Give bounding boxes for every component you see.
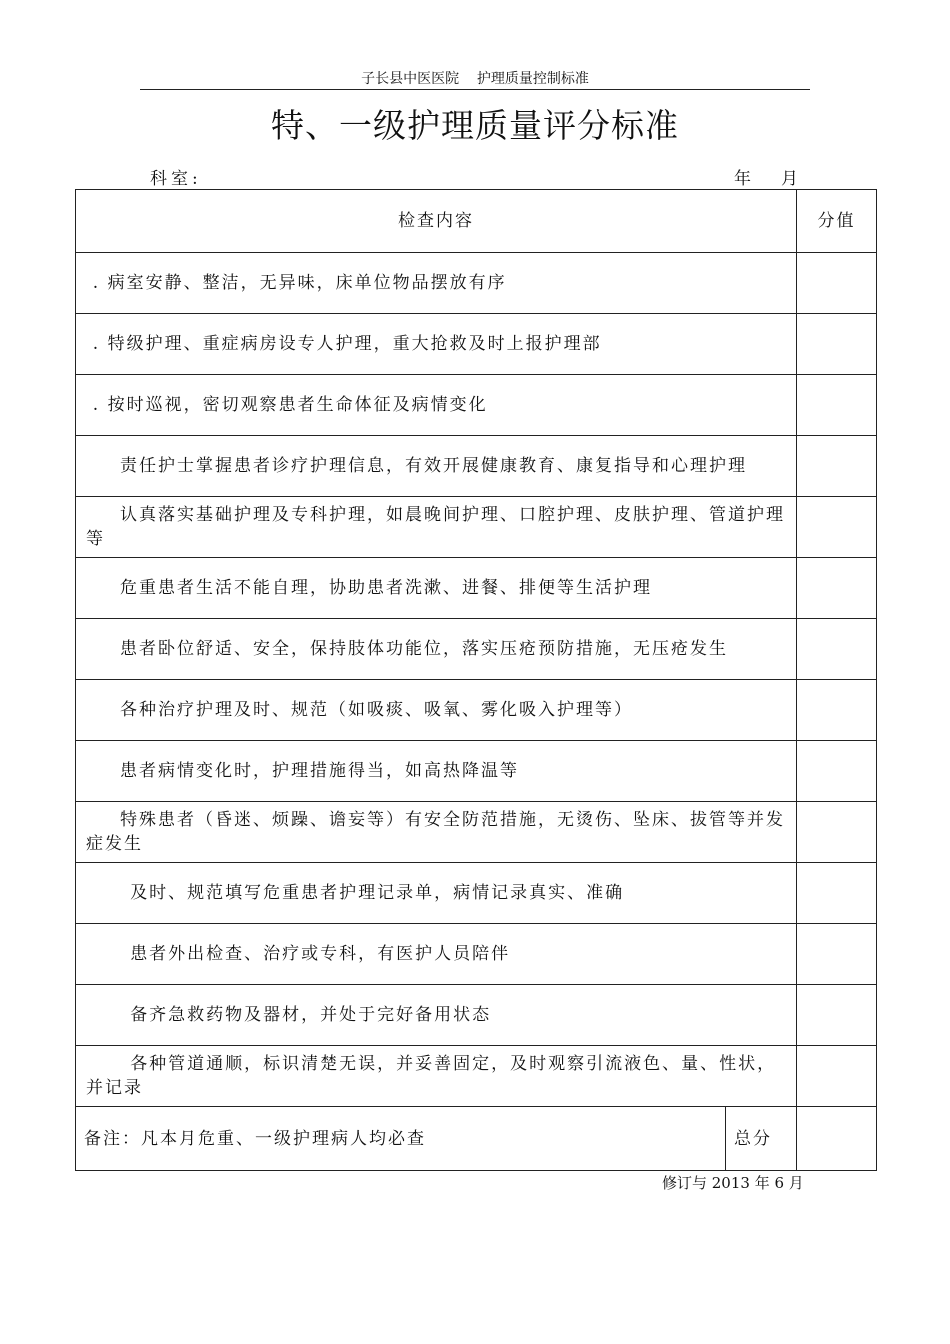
score-cell[interactable] bbox=[797, 985, 877, 1046]
score-cell[interactable] bbox=[797, 253, 877, 314]
row-content: 及时、规范填写危重患者护理记录单，病情记录真实、准确 bbox=[76, 863, 797, 924]
score-cell[interactable] bbox=[797, 1046, 877, 1107]
row-content: 各种管道通顺，标识清楚无误，并妥善固定，及时观察引流液色、量、性状，并记录 bbox=[76, 1046, 797, 1107]
table-row bbox=[76, 497, 877, 558]
total-label: 总分 bbox=[726, 1107, 797, 1171]
score-cell[interactable] bbox=[797, 558, 877, 619]
score-cell[interactable] bbox=[797, 680, 877, 741]
row-content: 患者卧位舒适、安全，保持肢体功能位，落实压疮预防措施，无压疮发生 bbox=[76, 619, 797, 680]
col-header-score: 分值 bbox=[797, 190, 877, 253]
table-row bbox=[76, 985, 877, 1046]
score-table bbox=[75, 189, 877, 1171]
row-content: 特殊患者（昏迷、烦躁、谵妄等）有安全防范措施，无烫伤、坠床、拔管等并发症发生 bbox=[76, 802, 797, 863]
row-content: . 病室安静、整洁，无异味，床单位物品摆放有序 bbox=[76, 253, 797, 314]
note-cell: 备注：凡本月危重、一级护理病人均必查 bbox=[76, 1107, 726, 1171]
document-header bbox=[140, 70, 810, 88]
table-row bbox=[76, 436, 877, 497]
hospital-name: 子长县中医医院 bbox=[361, 71, 460, 87]
score-cell[interactable] bbox=[797, 497, 877, 558]
row-content: . 按时巡视，密切观察患者生命体征及病情变化 bbox=[76, 375, 797, 436]
total-score-cell[interactable] bbox=[797, 1107, 877, 1171]
table-row bbox=[76, 863, 877, 924]
score-cell[interactable] bbox=[797, 863, 877, 924]
table-header-row bbox=[76, 190, 877, 253]
col-header-content: 检查内容 bbox=[76, 190, 797, 253]
row-content: 危重患者生活不能自理，协助患者洗漱、进餐、排便等生活护理 bbox=[76, 558, 797, 619]
table-row bbox=[76, 558, 877, 619]
table-row bbox=[76, 619, 877, 680]
revision-note: 修订与 2013 年 6 月 bbox=[662, 1174, 804, 1192]
month-label: 月 bbox=[781, 169, 798, 189]
score-cell[interactable] bbox=[797, 375, 877, 436]
table-row bbox=[76, 1046, 877, 1107]
score-cell[interactable] bbox=[797, 924, 877, 985]
score-cell[interactable] bbox=[797, 436, 877, 497]
table-footer-row bbox=[76, 1107, 877, 1171]
doc-name: 护理质量控制标准 bbox=[476, 71, 589, 87]
row-content: 患者外出检查、治疗或专科，有医护人员陪伴 bbox=[76, 924, 797, 985]
row-content: . 特级护理、重症病房设专人护理，重大抢救及时上报护理部 bbox=[76, 314, 797, 375]
page-title: 特、一级护理质量评分标准 bbox=[271, 106, 679, 145]
row-content: 认真落实基础护理及专科护理，如晨晚间护理、口腔护理、皮肤护理、管道护理等 bbox=[76, 497, 797, 558]
table-row bbox=[76, 253, 877, 314]
header-rule bbox=[140, 89, 810, 90]
row-content: 责任护士掌握患者诊疗护理信息，有效开展健康教育、康复指导和心理护理 bbox=[76, 436, 797, 497]
table-row bbox=[76, 375, 877, 436]
row-content: 备齐急救药物及器材，并处于完好备用状态 bbox=[76, 985, 797, 1046]
row-content: 患者病情变化时，护理措施得当，如高热降温等 bbox=[76, 741, 797, 802]
table-row bbox=[76, 741, 877, 802]
score-cell[interactable] bbox=[797, 802, 877, 863]
score-cell[interactable] bbox=[797, 314, 877, 375]
year-label: 年 bbox=[734, 169, 751, 189]
year-month bbox=[734, 164, 798, 189]
table-row bbox=[76, 314, 877, 375]
table-row bbox=[76, 680, 877, 741]
score-cell[interactable] bbox=[797, 619, 877, 680]
dept-label: 科室: bbox=[150, 169, 202, 189]
table-row bbox=[76, 924, 877, 985]
row-content: 各种治疗护理及时、规范（如吸痰、吸氧、雾化吸入护理等） bbox=[76, 680, 797, 741]
score-cell[interactable] bbox=[797, 741, 877, 802]
table-row bbox=[76, 802, 877, 863]
